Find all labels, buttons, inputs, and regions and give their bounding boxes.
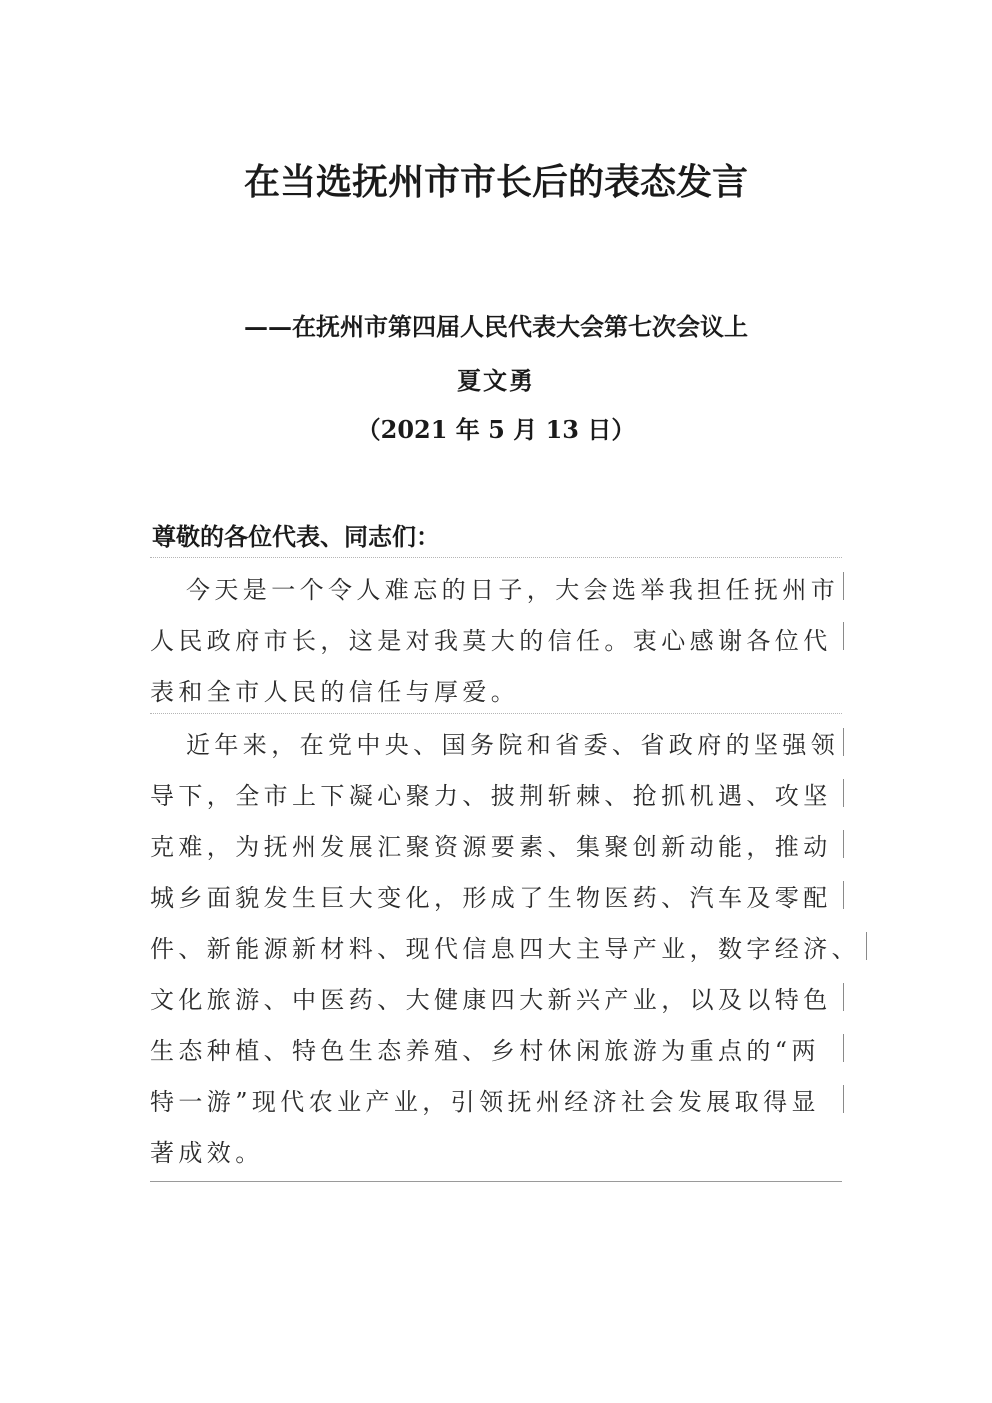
text-boundary-marker <box>843 779 844 807</box>
paragraph-divider <box>150 713 842 714</box>
paragraph-line: 导下，全市上下凝心聚力、披荆斩棘、抢抓机遇、攻坚 <box>150 782 832 810</box>
paragraph-end-rule <box>150 1181 842 1182</box>
paragraph-line: 今天是一个令人难忘的日子，大会选举我担任抚州市 <box>186 576 840 604</box>
author-name: 夏文勇 <box>457 366 535 395</box>
paragraph-divider <box>150 557 842 558</box>
text-boundary-marker <box>843 1085 844 1113</box>
paragraph-1 <box>150 565 842 718</box>
paragraph-line: 克难，为抚州发展汇聚资源要素、集聚创新动能，推动 <box>150 833 832 861</box>
document-subtitle: ——在抚州市第四届人民代表大会第七次会议上 <box>244 312 748 341</box>
paragraph-line: 表和全市人民的信任与厚爱。 <box>150 678 520 706</box>
text-boundary-marker <box>843 983 844 1011</box>
paragraph-2 <box>150 720 860 1179</box>
paragraph-line: 件、新能源新材料、现代信息四大主导产业，数字经济、 <box>150 935 860 963</box>
paragraph-line: 著成效。 <box>150 1139 264 1167</box>
document-title: 在当选抚州市市长后的表态发言 <box>243 161 748 203</box>
paragraph-line: 城乡面貌发生巨大变化，形成了生物医药、汽车及零配 <box>150 884 832 912</box>
paragraph-line: 人民政府市长，这是对我莫大的信任。衷心感谢各位代 <box>150 627 832 655</box>
paragraph-line: 近年来，在党中央、国务院和省委、省政府的坚强领 <box>186 731 840 759</box>
text-boundary-marker <box>843 830 844 858</box>
text-boundary-marker <box>843 728 844 756</box>
text-boundary-marker <box>843 881 844 909</box>
text-boundary-marker <box>843 622 844 650</box>
speech-date: （2021 年 5 月 13 日） <box>356 415 636 444</box>
text-boundary-marker <box>843 1034 844 1062</box>
paragraph-line: 文化旅游、中医药、大健康四大新兴产业，以及以特色 <box>150 986 832 1014</box>
text-boundary-marker <box>866 932 867 960</box>
paragraph-line: 生态种植、特色生态养殖、乡村休闲旅游为重点的“两 <box>150 1037 820 1065</box>
text-boundary-marker <box>843 572 844 600</box>
greeting: 尊敬的各位代表、同志们： <box>152 522 440 551</box>
paragraph-line: 特一游”现代农业产业，引领抚州经济社会发展取得显 <box>150 1088 820 1116</box>
